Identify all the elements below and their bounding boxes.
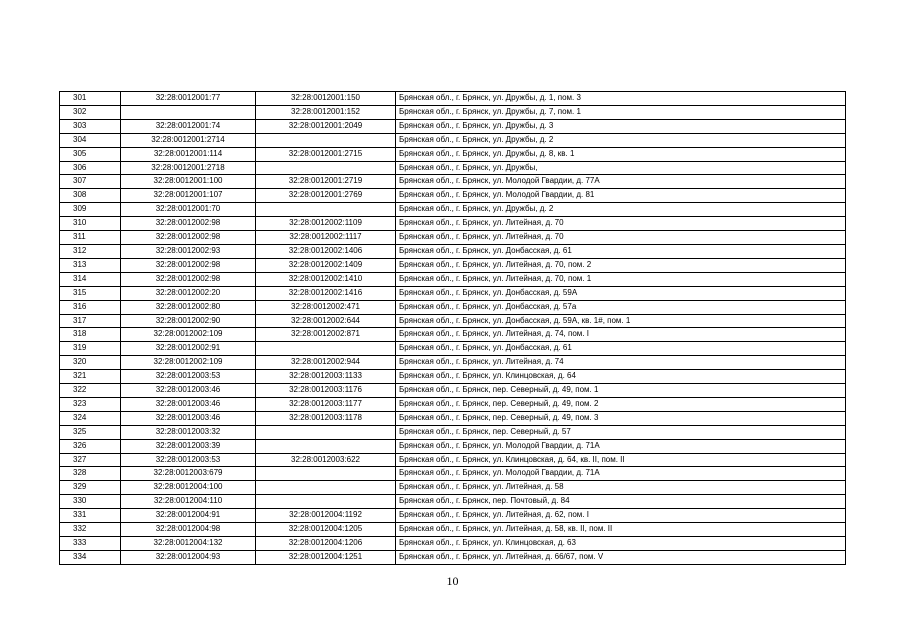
- table-row: [60, 133, 846, 147]
- row-number-cell: 310: [60, 217, 121, 231]
- row-number-cell: 326: [60, 439, 121, 453]
- row-number-cell: 302: [60, 105, 121, 119]
- table-row: [60, 300, 846, 314]
- building-number-cell: 32:28:0012004:1206: [256, 537, 396, 551]
- table-row: [60, 481, 846, 495]
- row-number-cell: 307: [60, 175, 121, 189]
- table-row: [60, 217, 846, 231]
- building-number-cell: 32:28:0012002:1410: [256, 272, 396, 286]
- address-cell: Брянская обл., г. Брянск, пер. Северный, д. 49, пом. 3: [396, 411, 846, 425]
- parcel-number-cell: 32:28:0012004:98: [121, 523, 256, 537]
- address-cell: Брянская обл., г. Брянск, ул. Донбасская, д. 61: [396, 342, 846, 356]
- address-cell: Брянская обл., г. Брянск, ул. Литейная, д. 58, кв. II, пом. II: [396, 523, 846, 537]
- address-cell: Брянская обл., г. Брянск, ул. Молодой Гвардии, д. 77А: [396, 175, 846, 189]
- row-number-cell: 314: [60, 272, 121, 286]
- table-row: [60, 147, 846, 161]
- row-number-cell: 317: [60, 314, 121, 328]
- building-number-cell: 32:28:0012002:1409: [256, 258, 396, 272]
- table-row: [60, 203, 846, 217]
- table-row: [60, 119, 846, 133]
- row-number-cell: 321: [60, 370, 121, 384]
- row-number-cell: 308: [60, 189, 121, 203]
- row-number-cell: 304: [60, 133, 121, 147]
- parcel-number-cell: 32:28:0012003:39: [121, 439, 256, 453]
- building-number-cell: 32:28:0012003:1133: [256, 370, 396, 384]
- building-number-cell: 32:28:0012002:644: [256, 314, 396, 328]
- building-number-cell: [256, 425, 396, 439]
- row-number-cell: 331: [60, 509, 121, 523]
- parcel-number-cell: 32:28:0012002:20: [121, 286, 256, 300]
- table-row: [60, 509, 846, 523]
- parcel-number-cell: 32:28:0012002:80: [121, 300, 256, 314]
- row-number-cell: 305: [60, 147, 121, 161]
- row-number-cell: 315: [60, 286, 121, 300]
- table-row: [60, 439, 846, 453]
- row-number-cell: 312: [60, 244, 121, 258]
- address-cell: Брянская обл., г. Брянск, ул. Литейная, д. 70: [396, 217, 846, 231]
- table-row: [60, 92, 846, 106]
- parcel-number-cell: 32:28:0012002:93: [121, 244, 256, 258]
- table-row: [60, 397, 846, 411]
- row-number-cell: 303: [60, 119, 121, 133]
- table-row: [60, 342, 846, 356]
- parcel-number-cell: 32:28:0012002:90: [121, 314, 256, 328]
- building-number-cell: 32:28:0012002:471: [256, 300, 396, 314]
- row-number-cell: 309: [60, 203, 121, 217]
- parcel-number-cell: 32:28:0012003:679: [121, 467, 256, 481]
- address-cell: Брянская обл., г. Брянск, ул. Донбасская, д. 57а: [396, 300, 846, 314]
- building-number-cell: 32:28:0012004:1205: [256, 523, 396, 537]
- address-cell: Брянская обл., г. Брянск, ул. Донбасская, д. 59А, кв. 1#, пом. 1: [396, 314, 846, 328]
- table-row: [60, 356, 846, 370]
- row-number-cell: 330: [60, 495, 121, 509]
- parcel-number-cell: 32:28:0012002:98: [121, 217, 256, 231]
- table-row: [60, 272, 846, 286]
- building-number-cell: 32:28:0012003:622: [256, 453, 396, 467]
- address-cell: Брянская обл., г. Брянск, пер. Северный, д. 49, пом. 2: [396, 397, 846, 411]
- building-number-cell: 32:28:0012004:1251: [256, 550, 396, 564]
- page-number: 10: [446, 574, 459, 588]
- table-row: [60, 189, 846, 203]
- address-cell: Брянская обл., г. Брянск, пер. Почтовый, д. 84: [396, 495, 846, 509]
- building-number-cell: 32:28:0012001:2769: [256, 189, 396, 203]
- row-number-cell: 316: [60, 300, 121, 314]
- building-number-cell: [256, 203, 396, 217]
- building-number-cell: [256, 133, 396, 147]
- parcel-number-cell: 32:28:0012004:93: [121, 550, 256, 564]
- address-cell: Брянская обл., г. Брянск, ул. Клинцовская, д. 64, кв. II, пом. II: [396, 453, 846, 467]
- address-cell: Брянская обл., г. Брянск, ул. Молодой Гвардии, д. 71А: [396, 439, 846, 453]
- row-number-cell: 322: [60, 384, 121, 398]
- address-cell: Брянская обл., г. Брянск, пер. Северный, д. 49, пом. 1: [396, 384, 846, 398]
- address-cell: Брянская обл., г. Брянск, ул. Литейная, д. 66/67, пом. V: [396, 550, 846, 564]
- parcel-number-cell: 32:28:0012001:2718: [121, 161, 256, 175]
- table-row: [60, 175, 846, 189]
- row-number-cell: 333: [60, 537, 121, 551]
- row-number-cell: 313: [60, 258, 121, 272]
- row-number-cell: 334: [60, 550, 121, 564]
- parcel-number-cell: 32:28:0012001:2714: [121, 133, 256, 147]
- parcel-number-cell: 32:28:0012003:32: [121, 425, 256, 439]
- parcel-number-cell: 32:28:0012002:109: [121, 356, 256, 370]
- address-cell: Брянская обл., г. Брянск, ул. Дружбы, д. 1, пом. 3: [396, 92, 846, 106]
- row-number-cell: 306: [60, 161, 121, 175]
- parcel-number-cell: 32:28:0012003:46: [121, 384, 256, 398]
- address-cell: Брянская обл., г. Брянск, ул. Донбасская, д. 59А: [396, 286, 846, 300]
- parcel-number-cell: 32:28:0012002:98: [121, 258, 256, 272]
- address-cell: Брянская обл., г. Брянск, ул. Дружбы, д. 8, кв. 1: [396, 147, 846, 161]
- cadastral-table: [59, 91, 846, 565]
- row-number-cell: 324: [60, 411, 121, 425]
- building-number-cell: 32:28:0012001:2715: [256, 147, 396, 161]
- parcel-number-cell: 32:28:0012001:114: [121, 147, 256, 161]
- table-row: [60, 328, 846, 342]
- building-number-cell: [256, 439, 396, 453]
- table-row: [60, 550, 846, 564]
- address-cell: Брянская обл., г. Брянск, пер. Северный, д. 57: [396, 425, 846, 439]
- table-row: [60, 411, 846, 425]
- address-cell: Брянская обл., г. Брянск, ул. Клинцовская, д. 63: [396, 537, 846, 551]
- address-cell: Брянская обл., г. Брянск, ул. Дружбы, д. 7, пом. 1: [396, 105, 846, 119]
- parcel-number-cell: 32:28:0012004:91: [121, 509, 256, 523]
- row-number-cell: 323: [60, 397, 121, 411]
- table-row: [60, 495, 846, 509]
- parcel-number-cell: 32:28:0012003:46: [121, 411, 256, 425]
- table-row: [60, 370, 846, 384]
- row-number-cell: 318: [60, 328, 121, 342]
- row-number-cell: 327: [60, 453, 121, 467]
- building-number-cell: 32:28:0012001:150: [256, 92, 396, 106]
- address-cell: Брянская обл., г. Брянск, ул. Дружбы, д. 3: [396, 119, 846, 133]
- parcel-number-cell: 32:28:0012004:110: [121, 495, 256, 509]
- building-number-cell: 32:28:0012002:1406: [256, 244, 396, 258]
- parcel-number-cell: 32:28:0012003:46: [121, 397, 256, 411]
- address-cell: Брянская обл., г. Брянск, ул. Дружбы, д. 2: [396, 133, 846, 147]
- address-cell: Брянская обл., г. Брянск, ул. Литейная, д. 58: [396, 481, 846, 495]
- address-cell: Брянская обл., г. Брянск, ул. Литейная, д. 74, пом. I: [396, 328, 846, 342]
- table-body: [60, 92, 846, 565]
- building-number-cell: 32:28:0012001:152: [256, 105, 396, 119]
- table-row: [60, 258, 846, 272]
- building-number-cell: [256, 342, 396, 356]
- table-row: [60, 105, 846, 119]
- building-number-cell: [256, 161, 396, 175]
- address-cell: Брянская обл., г. Брянск, ул. Молодой Гвардии, д. 71А: [396, 467, 846, 481]
- table-row: [60, 286, 846, 300]
- building-number-cell: 32:28:0012004:1192: [256, 509, 396, 523]
- building-number-cell: 32:28:0012001:2719: [256, 175, 396, 189]
- parcel-number-cell: 32:28:0012003:53: [121, 370, 256, 384]
- building-number-cell: 32:28:0012002:871: [256, 328, 396, 342]
- row-number-cell: 301: [60, 92, 121, 106]
- parcel-number-cell: 32:28:0012001:107: [121, 189, 256, 203]
- parcel-number-cell: 32:28:0012004:100: [121, 481, 256, 495]
- building-number-cell: 32:28:0012002:944: [256, 356, 396, 370]
- building-number-cell: 32:28:0012002:1416: [256, 286, 396, 300]
- table-row: [60, 537, 846, 551]
- address-cell: Брянская обл., г. Брянск, ул. Литейная, д. 62, пом. I: [396, 509, 846, 523]
- table-row: [60, 384, 846, 398]
- building-number-cell: 32:28:0012002:1109: [256, 217, 396, 231]
- address-cell: Брянская обл., г. Брянск, ул. Донбасская, д. 61: [396, 244, 846, 258]
- building-number-cell: [256, 495, 396, 509]
- parcel-number-cell: 32:28:0012002:98: [121, 272, 256, 286]
- building-number-cell: 32:28:0012003:1176: [256, 384, 396, 398]
- table-row: [60, 425, 846, 439]
- address-cell: Брянская обл., г. Брянск, ул. Молодой Гвардии, д. 81: [396, 189, 846, 203]
- parcel-number-cell: 32:28:0012001:77: [121, 92, 256, 106]
- address-cell: Брянская обл., г. Брянск, ул. Литейная, д. 70, пом. 1: [396, 272, 846, 286]
- table-row: [60, 231, 846, 245]
- row-number-cell: 329: [60, 481, 121, 495]
- parcel-number-cell: [121, 105, 256, 119]
- table-row: [60, 161, 846, 175]
- building-number-cell: [256, 481, 396, 495]
- address-cell: Брянская обл., г. Брянск, ул. Литейная, д. 70: [396, 231, 846, 245]
- parcel-number-cell: 32:28:0012001:70: [121, 203, 256, 217]
- parcel-number-cell: 32:28:0012004:132: [121, 537, 256, 551]
- building-number-cell: 32:28:0012001:2049: [256, 119, 396, 133]
- address-cell: Брянская обл., г. Брянск, ул. Литейная, д. 74: [396, 356, 846, 370]
- table-row: [60, 523, 846, 537]
- parcel-number-cell: 32:28:0012001:74: [121, 119, 256, 133]
- parcel-number-cell: 32:28:0012002:98: [121, 231, 256, 245]
- row-number-cell: 332: [60, 523, 121, 537]
- address-cell: Брянская обл., г. Брянск, ул. Литейная, д. 70, пом. 2: [396, 258, 846, 272]
- table-row: [60, 314, 846, 328]
- building-number-cell: 32:28:0012003:1178: [256, 411, 396, 425]
- parcel-number-cell: 32:28:0012003:53: [121, 453, 256, 467]
- building-number-cell: 32:28:0012002:1117: [256, 231, 396, 245]
- building-number-cell: [256, 467, 396, 481]
- row-number-cell: 320: [60, 356, 121, 370]
- address-cell: Брянская обл., г. Брянск, ул. Клинцовская, д. 64: [396, 370, 846, 384]
- row-number-cell: 325: [60, 425, 121, 439]
- parcel-number-cell: 32:28:0012002:91: [121, 342, 256, 356]
- row-number-cell: 328: [60, 467, 121, 481]
- table-row: [60, 453, 846, 467]
- table-row: [60, 244, 846, 258]
- building-number-cell: 32:28:0012003:1177: [256, 397, 396, 411]
- table-row: [60, 467, 846, 481]
- parcel-number-cell: 32:28:0012002:109: [121, 328, 256, 342]
- address-cell: Брянская обл., г. Брянск, ул. Дружбы, д. 2: [396, 203, 846, 217]
- row-number-cell: 311: [60, 231, 121, 245]
- parcel-number-cell: 32:28:0012001:100: [121, 175, 256, 189]
- row-number-cell: 319: [60, 342, 121, 356]
- address-cell: Брянская обл., г. Брянск, ул. Дружбы,: [396, 161, 846, 175]
